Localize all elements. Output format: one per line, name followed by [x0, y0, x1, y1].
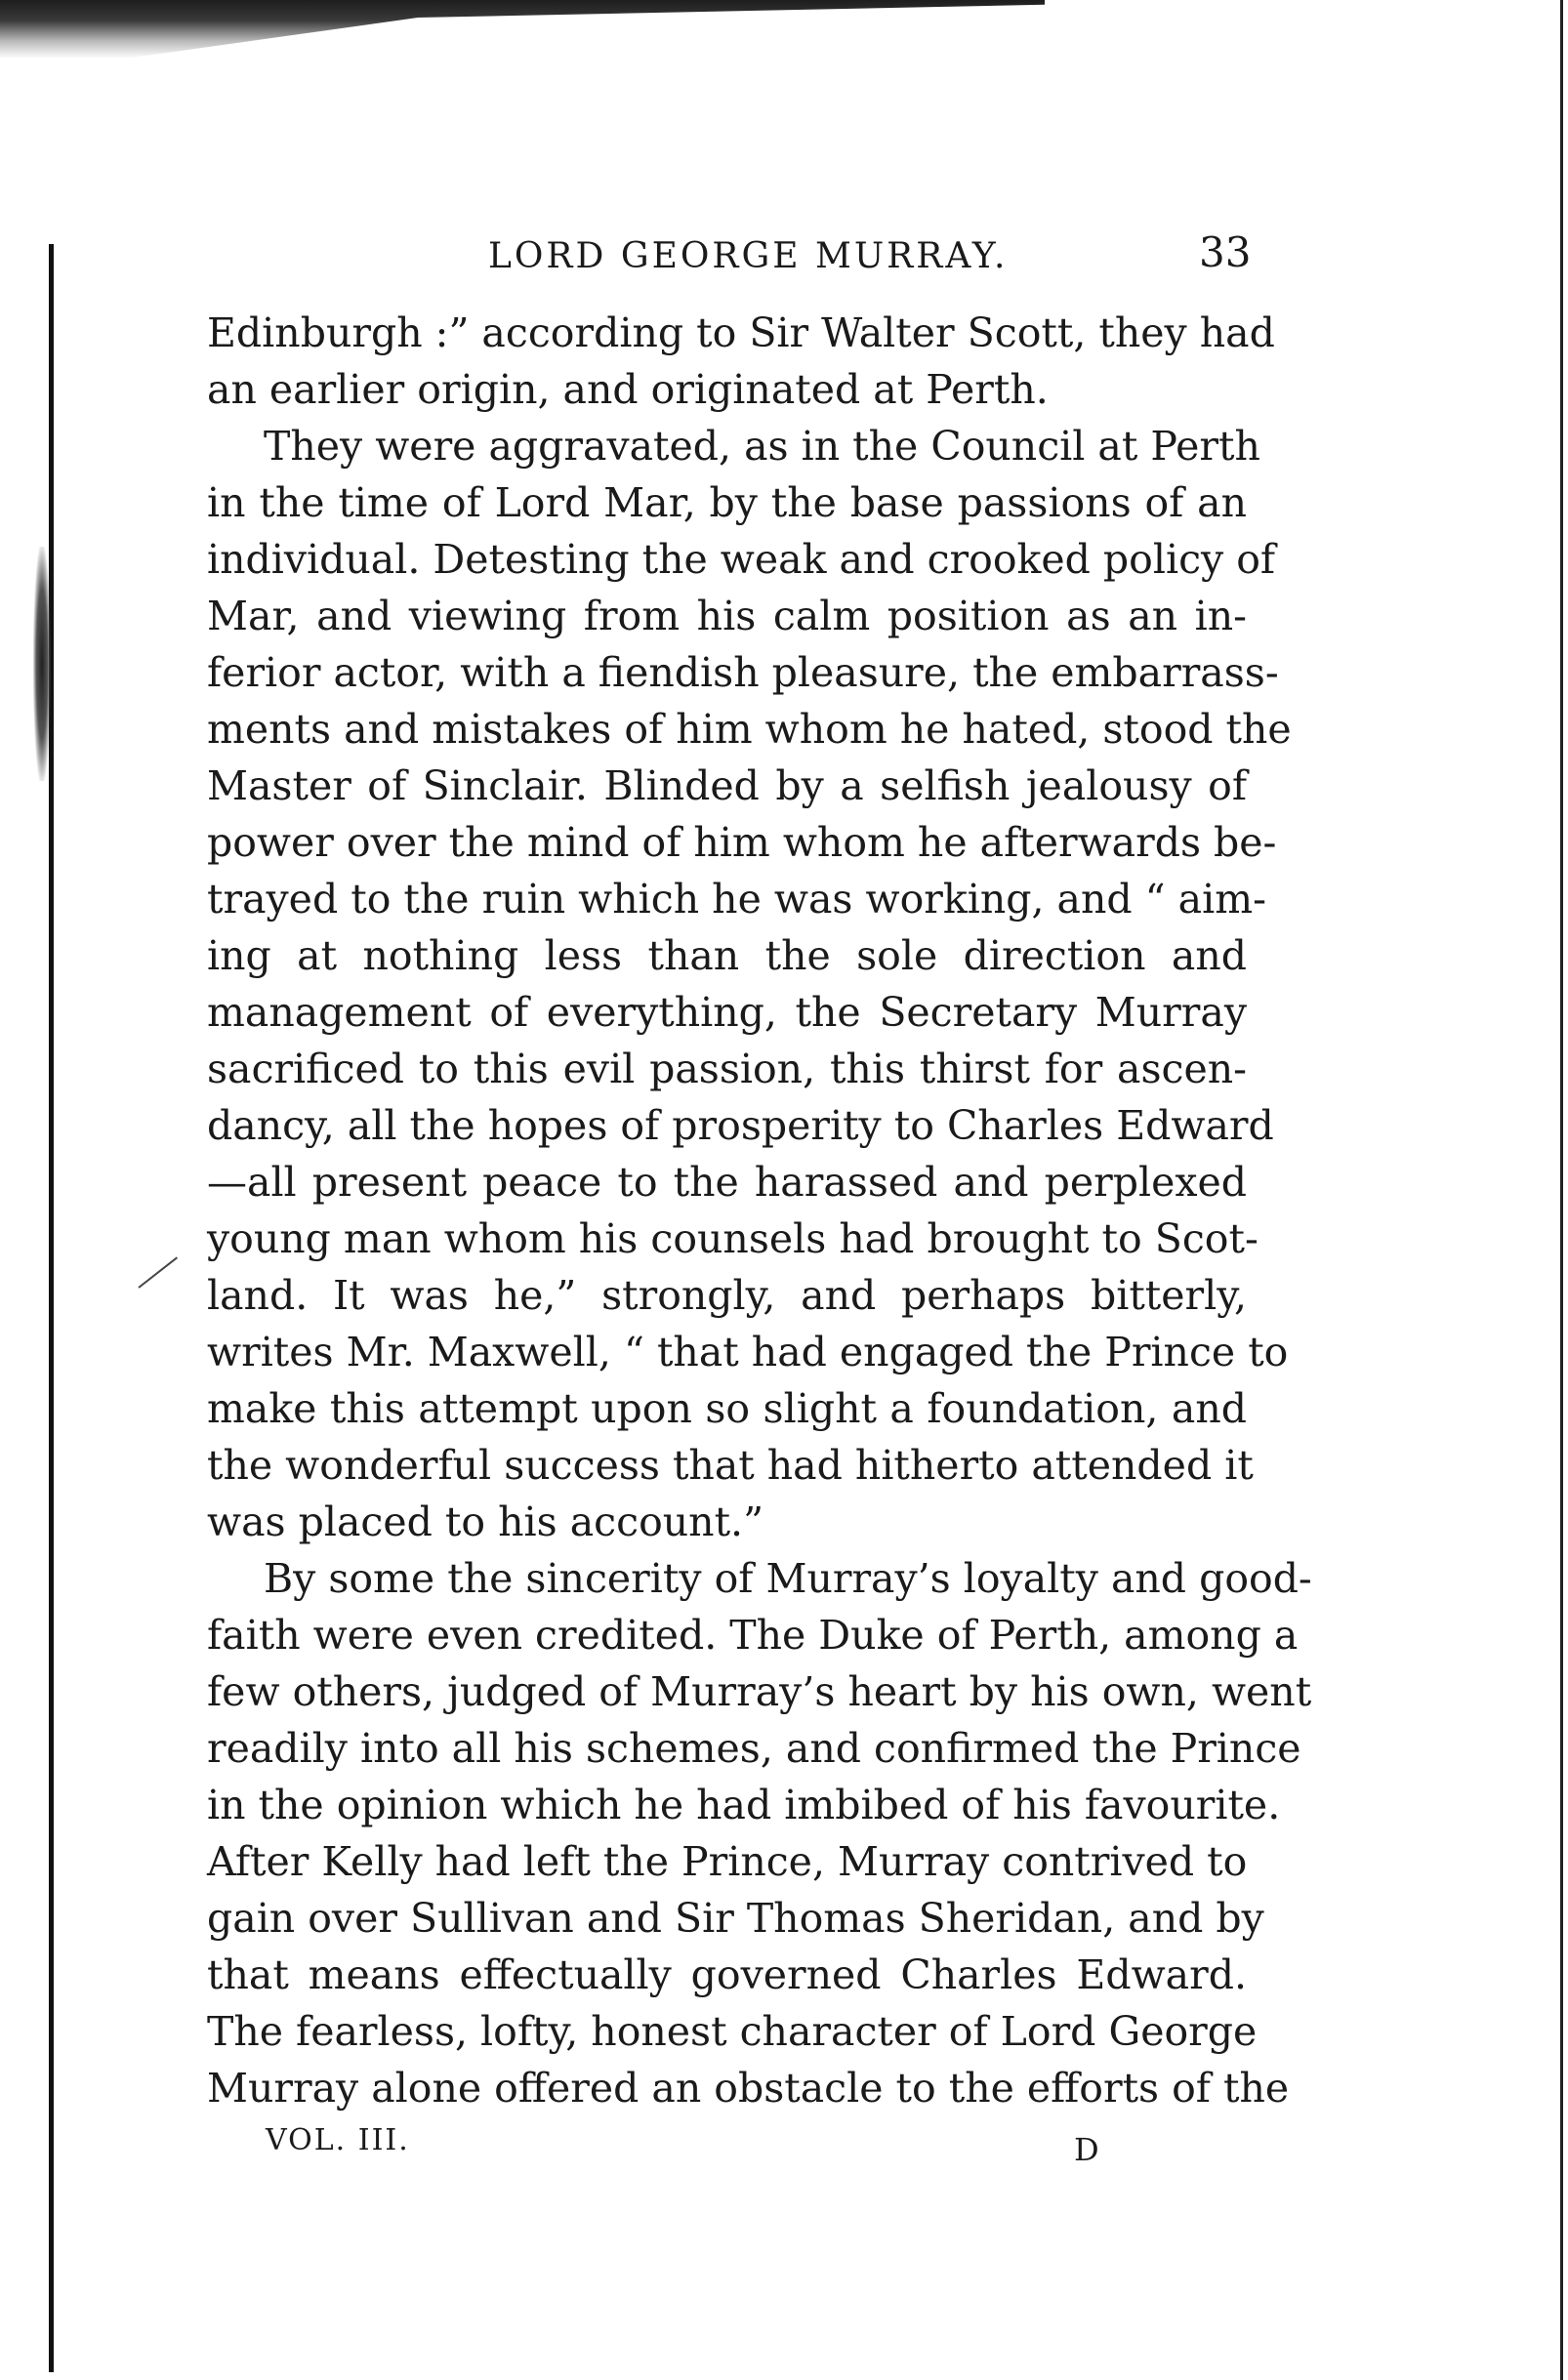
text-line: make this attempt upon so slight a foundation, and: [207, 1385, 1247, 1432]
text-line: dancy, all the hopes of prosperity to Charles Edward: [207, 1102, 1274, 1149]
text-line: land. It was he,” strongly, and perhaps bitterly,: [207, 1272, 1247, 1319]
text-line: —all present peace to the harassed and perplexed: [207, 1159, 1247, 1206]
text-line: ing at nothing less than the sole direction and: [207, 932, 1247, 979]
text-line: that means effectually governed Charles Edward.: [207, 1951, 1247, 1998]
text-line: They were aggravated, as in the Council at Perth: [264, 423, 1260, 470]
scan-blot-left: [33, 547, 51, 781]
text-line: power over the mind of him whom he afterwards be-: [207, 819, 1277, 866]
text-line: few others, judged of Murray’s heart by his own, went: [207, 1668, 1312, 1715]
text-line: ferior actor, with a fiendish pleasure, the embarrass-: [207, 649, 1279, 696]
signature-letter: D: [1074, 2131, 1099, 2168]
text-line: management of everything, the Secretary Murray: [207, 989, 1247, 1036]
text-line: the wonderful success that had hitherto attended it: [207, 1442, 1254, 1489]
body-text: [207, 305, 1312, 2116]
text-line: readily into all his schemes, and confirmed the Prince: [207, 1725, 1301, 1772]
page-number: 33: [1199, 228, 1252, 276]
running-title: LORD GEORGE MURRAY.: [488, 236, 1009, 276]
text-line: young man whom his counsels had brought to Scot-: [207, 1215, 1259, 1262]
text-line: Master of Sinclair. Blinded by a selfish jealousy of: [207, 762, 1247, 809]
text-line: individual. Detesting the weak and crooked policy of: [207, 536, 1276, 583]
pencil-margin-mark: [138, 1256, 178, 1288]
text-line: sacrificed to this evil passion, this thirst for ascen-: [207, 1046, 1247, 1092]
text-line: in the time of Lord Mar, by the base passions of an: [207, 479, 1247, 526]
text-line: Murray alone offered an obstacle to the efforts of the: [207, 2065, 1290, 2112]
signature-mark: VOL. III.: [266, 2123, 410, 2157]
text-line: Edinburgh :” according to Sir Walter Scott, they had: [207, 309, 1275, 356]
text-line: After Kelly had left the Prince, Murray contrived to: [207, 1838, 1248, 1885]
text-line: Mar, and viewing from his calm position as an in-: [207, 593, 1247, 639]
text-line: faith were even credited. The Duke of Perth, among a: [207, 1612, 1299, 1659]
text-line: gain over Sullivan and Sir Thomas Sheridan, and by: [207, 1895, 1264, 1942]
text-line: The fearless, lofty, honest character of Lord George: [207, 2008, 1258, 2055]
text-line: in the opinion which he had imbibed of his favourite.: [207, 1782, 1281, 1828]
text-line: an earlier origin, and originated at Perth.: [207, 366, 1049, 413]
text-line: writes Mr. Maxwell, “ that had engaged the Prince to: [207, 1329, 1289, 1375]
text-line: By some the sincerity of Murray’s loyalty and good-: [264, 1555, 1312, 1602]
text-line: was placed to his account.”: [207, 1498, 764, 1545]
scan-shadow-top: [0, 0, 1045, 59]
text-line: trayed to the ruin which he was working, and “ aim-: [207, 876, 1266, 923]
text-line: ments and mistakes of him whom he hated, stood the: [207, 706, 1292, 753]
scan-edge-right: [1560, 0, 1563, 2380]
